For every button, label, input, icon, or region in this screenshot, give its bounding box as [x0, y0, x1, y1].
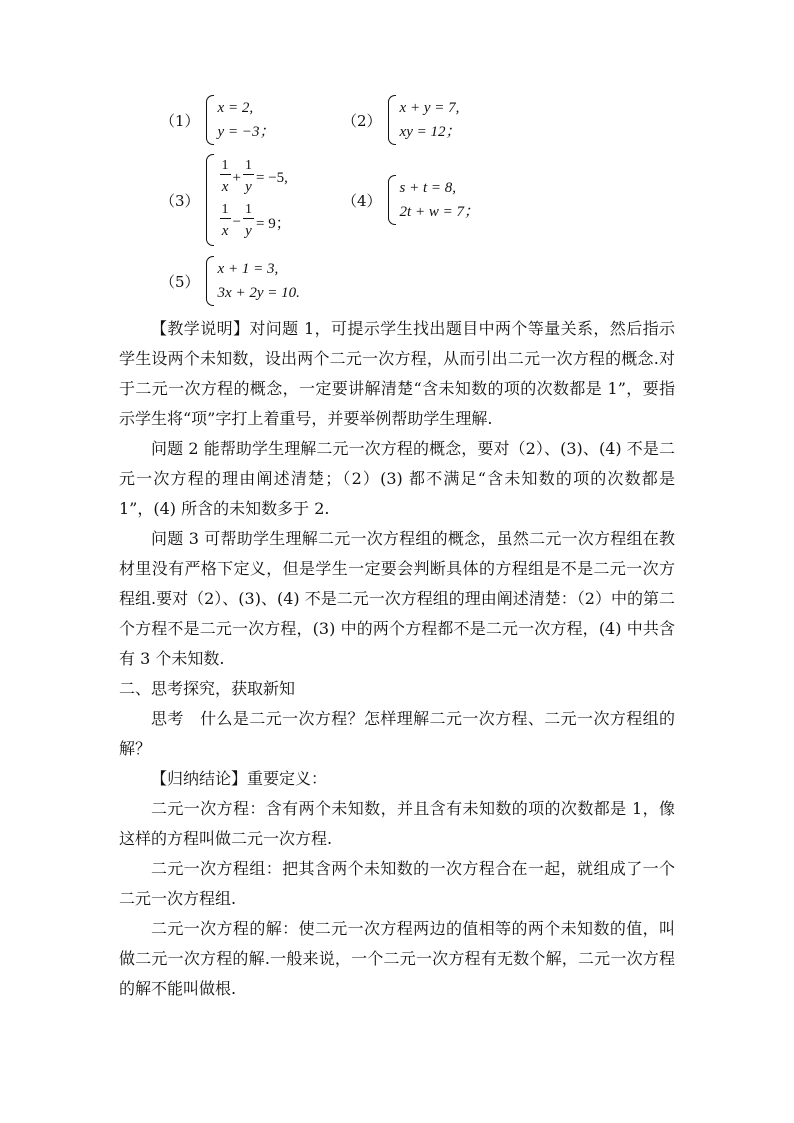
- left-brace: [206, 95, 214, 145]
- operator: +: [232, 169, 242, 186]
- denominator: y: [245, 178, 252, 195]
- left-brace: [206, 154, 214, 246]
- system-number: （5）: [160, 272, 200, 291]
- numerator: 1: [221, 157, 229, 173]
- right-hand-side: = −5,: [256, 169, 288, 186]
- denominator: y: [245, 222, 252, 239]
- equation: x + 1 = 3,: [217, 261, 279, 277]
- right-hand-side: = 9；: [256, 215, 291, 232]
- section-heading: 二、思考探究，获取新知: [119, 679, 296, 698]
- paragraph-conclusion-heading: 【归纳结论】重要定义：: [151, 769, 328, 788]
- body-text: [119, 314, 675, 1004]
- system-number: （4）: [342, 191, 382, 210]
- numerator: 1: [245, 201, 253, 217]
- definition-equation: 二元一次方程：含有两个未知数，并且含有未知数的项的次数都是 1，像这样的方程叫做二元一次方程.: [119, 799, 675, 848]
- equation: x = 2,: [217, 100, 254, 116]
- left-brace: [388, 175, 396, 225]
- denominator: x: [221, 222, 229, 239]
- equation-system-3: [160, 154, 291, 246]
- paragraph-question-3: 问题 3 可帮助学生理解二元一次方程组的概念，虽然二元一次方程组在教材里没有严格下定义，但是学生一定要会判断具体的方程组是不是二元一次方程组.要对（2）、(3)、(4) 不是二元一次方程组的理由阐述清楚：（2）中的第二个方程不是二元一次方程，(3) 中的两个方程都不是二元一次方程，(4) 中共含有 3 个未知数.: [119, 529, 675, 668]
- system-number: （1）: [160, 111, 200, 130]
- equation-system-4: [342, 175, 479, 225]
- equation: 3x + 2y = 10.: [217, 285, 300, 301]
- equation-system-1: [160, 95, 274, 145]
- denominator: x: [221, 178, 229, 195]
- definition-solution: 二元一次方程的解：使二元一次方程两边的值相等的两个未知数的值，叫做二元一次方程的解.一般来说，一个二元一次方程有无数个解，二元一次方程的解不能叫做根.: [119, 919, 675, 998]
- equation-system-2: [342, 95, 461, 145]
- operator: −: [232, 213, 242, 230]
- numerator: 1: [245, 157, 253, 173]
- equation: xy = 12；: [399, 124, 461, 140]
- left-brace: [388, 95, 396, 145]
- equation-system-5: [160, 256, 300, 306]
- equation: x + y = 7,: [399, 100, 460, 116]
- paragraph-teaching-note: 【教学说明】对问题 1，可提示学生找出题目中两个等量关系，然后指示学生设两个未知数，设出两个二元一次方程，从而引出二元一次方程的概念.对于二元一次方程的概念，一定要讲解清楚“含未知数的项的次数都是 1”，要指示学生将“项”字打上着重号，并要举例帮助学生理解.: [119, 319, 675, 428]
- equation: 2t + w = 7；: [399, 204, 479, 220]
- equation: s + t = 8,: [399, 180, 457, 196]
- system-number: （3）: [160, 191, 200, 210]
- numerator: 1: [221, 201, 229, 217]
- definition-system: 二元一次方程组：把其含两个未知数的一次方程合在一起，就组成了一个二元一次方程组.: [119, 859, 675, 908]
- equation: y = −3；: [217, 124, 275, 140]
- fraction-equation: [218, 200, 291, 244]
- fraction-equation: [218, 156, 291, 200]
- system-number: （2）: [342, 111, 382, 130]
- paragraph-think: 思考 什么是二元一次方程？怎样理解二元一次方程、二元一次方程组的解？: [119, 709, 675, 758]
- paragraph-question-2: 问题 2 能帮助学生理解二元一次方程的概念，要对（2）、(3)、(4) 不是二元一次方程的理由阐述清楚；（2）(3) 都不满足“含未知数的项的次数都是 1”，(4) 所含的未知数多于 2.: [119, 439, 675, 518]
- left-brace: [206, 256, 214, 306]
